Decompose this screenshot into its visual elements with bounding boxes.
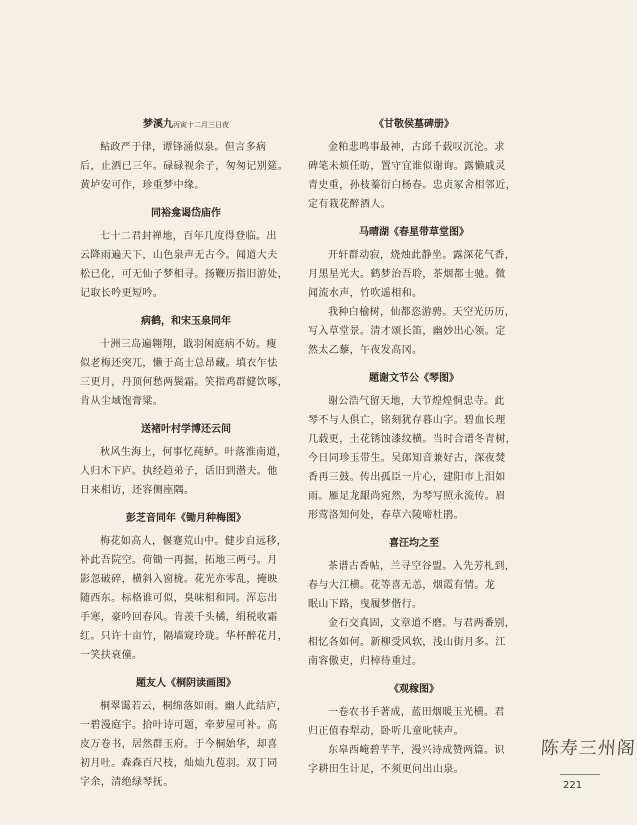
poem-line: 相忆各如何。新柳受风软，浅山街月多。江 <box>308 637 506 648</box>
poem-line: 写入草堂景。清才颂长笛，幽妙出心领。定 <box>308 326 506 337</box>
poem-title-text: 彭芝音同年《锄月种梅图》 <box>126 513 246 524</box>
poem-line: 秋风生海上，何事忆莼鲈。叶落淮南道， <box>100 447 288 458</box>
poem-line: 金粕悲鸣事最神，古邱千载叹沉沦。求 <box>328 142 505 153</box>
poem-line: 雨。雁足龙龈尚宛然，为琴写照永流传。眉 <box>308 491 506 502</box>
poem-line: 初月吐。森森百尺枝，灿灿九苞羽。双丁同 <box>80 758 278 769</box>
poem-title <box>308 118 520 132</box>
poem-line: 一笑扶衰僮。 <box>80 650 143 661</box>
poem-title-text: 马晴湖《春星带草堂图》 <box>359 227 469 238</box>
calligraphy-seal: 陈寿三州阁 <box>540 738 637 759</box>
poem-line: 闻流水声，竹吹遥相和。 <box>308 288 423 299</box>
poem-title-text: 《甘敬侯墓碑册》 <box>374 119 454 130</box>
poem-title-text: 病鹤，和宋玉泉同年 <box>141 316 231 327</box>
poem-line: 记取长吟更短吟。 <box>80 288 164 299</box>
poem-line: 春与大江横。花等喜无恙，烟霞有情。龙 <box>308 580 496 591</box>
poem-line: 谢公浩气留天地，大节煌煌恫忠寺。此 <box>328 396 505 407</box>
poem-line: 肯从尘域饱膏粱。 <box>80 396 164 407</box>
poem-title <box>308 372 520 386</box>
poem-block <box>80 677 292 792</box>
poem-line: 松已化，可无仙子梦相寻。扬鞭历指旧游处， <box>80 269 288 280</box>
poem-title <box>308 683 520 697</box>
poem-line: 三更月，丹顶何愁两鬓霜。笑指鸡群健饮啄， <box>80 377 288 388</box>
poem-title <box>308 226 520 240</box>
poem-title <box>80 207 292 221</box>
poem-block <box>308 372 520 525</box>
page-number-rule <box>560 774 600 775</box>
poem-title-text: 喜汪均之至 <box>389 538 439 549</box>
page-number: 221 <box>563 780 583 791</box>
poem-title <box>80 118 292 132</box>
poem-line: 皮万卷书，居然群玉府。于今桐始华，却喜 <box>80 739 278 750</box>
left-text-column <box>80 118 292 804</box>
poem-title <box>80 512 292 526</box>
poem-block <box>80 512 292 665</box>
poem-line: 随西东。标格谁可似，臭味相和同。浑忘出 <box>80 593 278 604</box>
poem-block <box>80 118 292 195</box>
poem-block <box>80 315 292 411</box>
poem-line: 形莺洛知何处，春草六陵啼杜鹃。 <box>308 510 464 521</box>
poem-line: 影忽破碎，横斜入窗栊。花光亦零乱，掩映 <box>80 574 278 585</box>
poem-block <box>308 226 520 360</box>
poem-title <box>80 423 292 437</box>
poem-title <box>80 677 292 691</box>
poem-line: 我种白榆树，仙都恣游骋。天空光历历， <box>328 307 516 318</box>
poem-line: 一卷农书手著成，蓝田烟暖玉光横。君 <box>328 707 505 718</box>
poem-line: 桐翠霭若云，桐绵落如雨。幽人此结庐， <box>100 701 288 712</box>
poem-block <box>308 537 520 671</box>
poem-title-text: 梦溪九 <box>143 119 173 130</box>
poem-title <box>308 537 520 551</box>
poem-line: 字耕田生计足，不须更问出山泉。 <box>308 764 464 775</box>
poem-line: 后，止酒已三年。碌碌视余子，匆匆记别筵。 <box>80 161 288 172</box>
poem-line: 手寒，豪吟回春风。肯羡千头橘，绢税收霜 <box>80 612 278 623</box>
poem-line: 梅花如高人，偃蹇荒山中。健步自远移， <box>100 536 288 547</box>
poem-line: 似老梅还突兀，懒于高士总昂藏。填衣乍怯 <box>80 358 278 369</box>
poem-line: 鲇政严于律，谭锋涌似泉。但言多病 <box>100 142 267 153</box>
poem-title-text: 题友人《桐阴读画图》 <box>136 678 236 689</box>
poem-line: 琴不与人俱亡，铭刻犹存暮山字。碧血长理 <box>308 415 506 426</box>
poem-line: 人归木下庐。执经趋弟子，话旧到潜夫。他 <box>80 466 278 477</box>
poem-line: 茶谱古香帖，兰寻空谷盟。入先芳札到， <box>328 561 516 572</box>
poem-title-text: 《观稼图》 <box>389 684 439 695</box>
poem-line: 月黑星光大。鹤梦治吾聆，茶烟都士驰。微 <box>308 269 506 280</box>
poem-title <box>80 315 292 329</box>
poem-line: 黄垆安可作，珍重梦中缘。 <box>80 180 205 191</box>
poem-date-note: 丙寅十二月三日夜 <box>173 121 229 129</box>
poem-line: 眠山下路，曳履梦偕行。 <box>308 599 423 610</box>
poem-line: 日来相访，还容侧座隅。 <box>80 485 195 496</box>
poem-title-text: 题谢文节公《琴图》 <box>369 373 459 384</box>
poem-line: 几载更，土花锈蚀漆纹横。当时合谱冬青树， <box>308 434 516 445</box>
poem-line: 归正值春犁动，卧听儿童叱犊声。 <box>308 726 464 737</box>
poem-line: 然太乙藜，午夜发高冈。 <box>308 345 423 356</box>
poem-line: 碑笔未烦任昉，置守宜谁似谢询。露懒戚灵 <box>308 161 506 172</box>
poem-line: 补此吾院空。荷锄一再掘，拓地三两弓。月 <box>80 555 278 566</box>
poem-line: 七十二君封禅地，百年几度得登临。出 <box>100 231 277 242</box>
poem-title-text: 同裕龛谒岱庙作 <box>151 208 221 219</box>
poem-block <box>80 207 292 303</box>
poem-line: 香再三鼓。传出孤臣一片心，建阳市上泪如 <box>308 472 506 483</box>
poem-line: 东皋西崦碧芊芊，漫兴诗成赞两篇。识 <box>328 745 505 756</box>
poem-line: 十洲三岛遍翱翔，戢羽闲庭病不妨。瘦 <box>100 339 277 350</box>
poem-block <box>308 118 520 214</box>
poem-line: 开轩群动寂，烧烛此静坐。露深花气香， <box>328 250 516 261</box>
poem-line: 南容傲吏，归棹待重过。 <box>308 656 423 667</box>
poem-block <box>80 423 292 500</box>
poem-line: 红。只许十亩竹，隔墙窥玲珑。华杯醉花月， <box>80 631 288 642</box>
poem-line: 金石交真固，文章道不磨。与君两番别， <box>328 618 516 629</box>
poem-line: 今日同珍玉带生。吴郎知音兼好古，深夜焚 <box>308 453 506 464</box>
poem-title-text: 送褚叶村学博还云间 <box>141 424 231 435</box>
poem-line: 字余，清绝绿琴抚。 <box>80 777 174 788</box>
poem-block <box>308 683 520 779</box>
poem-line: 青史重，孙枝蓁衍白杨春。忠贞冢舍相邻近， <box>308 180 516 191</box>
poem-line: 云降雨遍天下，山色泉声无古今。闻道大夫 <box>80 250 278 261</box>
poem-line: 一碧漫庭宇。拾叶诗可题，牵萝屋可补。高 <box>80 720 278 731</box>
right-text-column <box>308 118 520 791</box>
poem-line: 定有栽花醉酒人。 <box>308 199 392 210</box>
